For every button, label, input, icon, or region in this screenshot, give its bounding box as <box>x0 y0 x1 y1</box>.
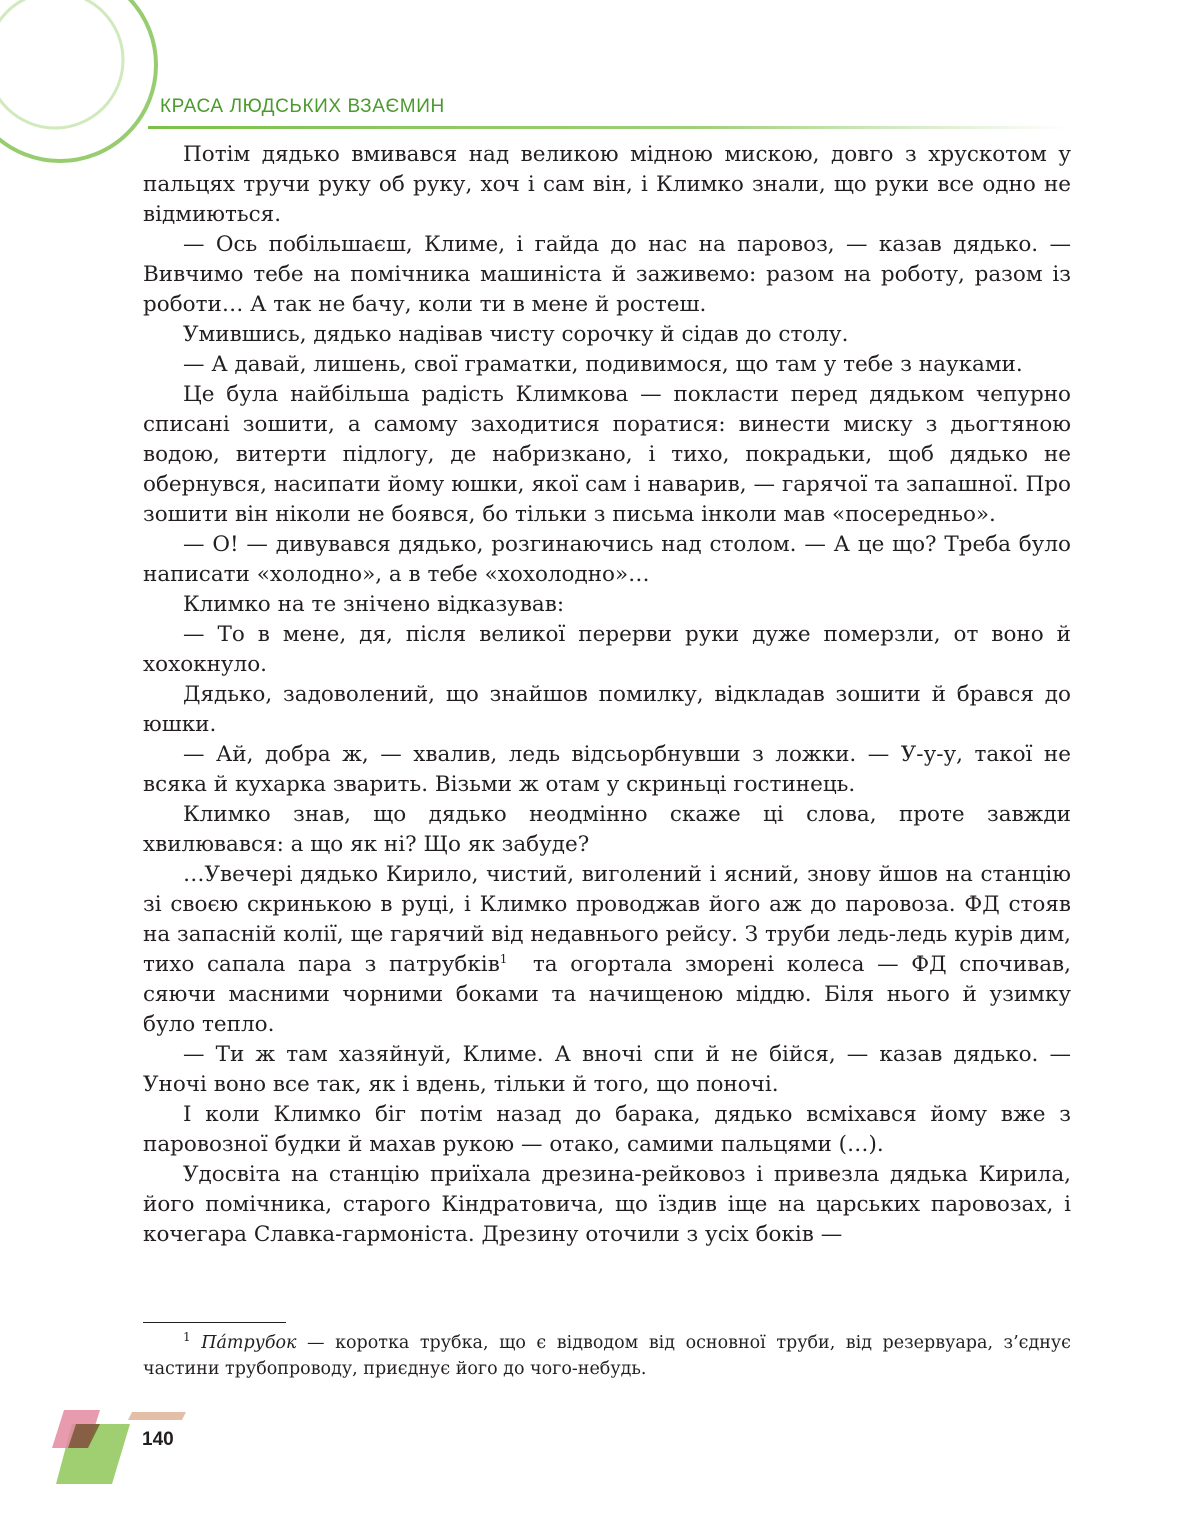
paragraph: Потім дядько вмивався над великою мідною мискою, довго з хрускотом у пальцях тручи руку об руку, хоч і сам він, і Климко знали, що руки все одно не відмиються. <box>143 142 1071 227</box>
page-corner-decoration <box>0 0 200 1530</box>
paragraph: — А давай, лишень, свої граматки, подивимося, що там у тебе з науками. <box>183 352 1023 377</box>
paragraph: — Ти ж там хазяйнуй, Климе. А вночі спи й не бійся, — казав дядько. — Уночі воно все так, як і вдень, тільки й того, що поночі. <box>143 1042 1071 1097</box>
paragraph-part: та огортала зморені колеса — ФД спочивав, сяючи масними чорними боками та начищеною міддю. Біля нього й узимку було тепло. <box>143 952 1071 1037</box>
story-text <box>143 140 1071 1250</box>
paragraph: Климко на те знічено відказував: <box>183 592 565 617</box>
paragraph: Дядько, задоволений, що знайшов помилку, відкладав зошити й брався до юшки. <box>143 682 1071 737</box>
paragraph: І коли Климко біг потім назад до барака, дядько всміхався йому вже з паровозної будки й махав рукою — отако, самими пальцями (…). <box>143 1102 1071 1157</box>
paragraph: — Ось побільшаєш, Климе, і гайда до нас на паровоз, — казав дядько. — Вивчимо тебе на помічника машиніста й заживемо: разом на роботу, разом із роботи… А так не бачу, коли ти в мене й ростеш. <box>143 232 1071 317</box>
section-title: КРАСА ЛЮДСЬКИХ ВЗАЄМИН <box>160 96 445 117</box>
footnote-number: 1 <box>183 1330 191 1345</box>
paragraph: — О! — дивувався дядько, розгинаючись над столом. — А це що? Треба було написати «холодно», а в тебе «хохолодно»… <box>143 532 1071 587</box>
paragraph: — То в мене, дя, після великої перерви руки дуже померзли, от воно й хохокнуло. <box>143 622 1071 677</box>
paragraph: — Ай, добра ж, — хвалив, ледь відсьорбнувши з ложки. — У-у-у, такої не всяка й кухарка зварить. Візьми ж отам у скриньці гостинець. <box>143 742 1071 797</box>
header-divider <box>148 126 1068 129</box>
footnote-term: Па́трубок <box>201 1333 297 1353</box>
paragraph: Умившись, дядько надівав чисту сорочку й сідав до столу. <box>183 322 849 347</box>
paragraph: Удосвіта на станцію приїхала дрезина-рейковоз і привезла дядька Кирила, його помічника, старого Кіндратовича, що їздив іще на царських паровозах, і кочегара Славка-гармоніста. Дрезину оточили з усіх боків — <box>143 1162 1071 1247</box>
paragraph: Це була найбільша радість Климкова — покласти перед дядьком чепурно списані зошити, а самому заходитися поратися: винести миску з дьогтяною водою, витерти підлогу, де набризкано, і тихо, покрадьки, щоб дядько не обернувся, насипати йому юшки, якої сам і наварив, — гарячої та запашної. Про зошити він ніколи не боявся, бо тільки з письма інколи мав «посередньо». <box>143 382 1071 527</box>
footnote-definition: — коротка трубка, що є відводом від основної труби, від резервуара, з’єднує частини трубопроводу, приєднує його до чого-небудь. <box>143 1333 1071 1379</box>
footnote <box>143 1330 1071 1382</box>
page-number: 140 <box>142 1429 174 1450</box>
paragraph-part: …Увечері дядько Кирило, чистий, виголений і ясний, знову йшов на станцію зі своєю скринькою в руці, і Климко проводжав його аж до паровоза. ФД стояв на запасній колії, ще гарячий від недавнього рейсу. З труби ледь-ледь курів дим, тихо сапала пара з патрубків <box>143 862 1071 977</box>
paragraph-with-footnote <box>143 860 1071 1040</box>
footnote-marker: 1 <box>499 951 508 966</box>
paragraph: Климко знав, що дядько неодмінно скаже ці слова, проте завжди хвилювався: а що як ні? Що як забуде? <box>143 802 1071 857</box>
